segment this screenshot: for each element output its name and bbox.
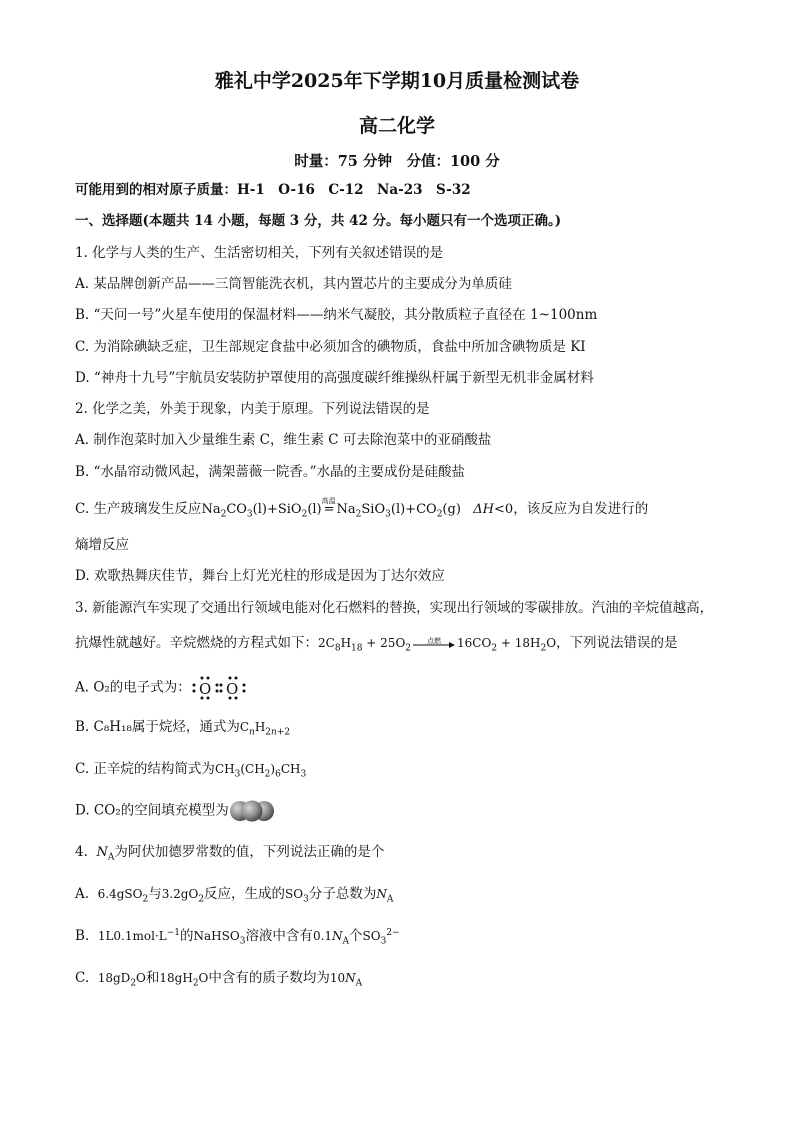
high-temp-condition: 高温 bbox=[321, 497, 336, 505]
q4-option-a-mid: 与 bbox=[148, 886, 162, 902]
q2-stem: 2. 化学之美，外美于现象，内美于原理。下列说法错误的是 bbox=[75, 401, 430, 417]
q4-option-b-label: B. bbox=[75, 928, 90, 944]
na-symbol: $N_A$ bbox=[96, 845, 115, 863]
q4-option-b-mid3: 个 bbox=[349, 928, 363, 944]
q1-option-b: B. “天问一号”火星车使用的保温材料——纳米气凝胶，其分散质粒子直径在 1~100nm bbox=[75, 307, 598, 323]
q4-option-a-label: A. bbox=[75, 886, 90, 902]
q2-option-c-line2: 熵增反应 bbox=[75, 537, 129, 553]
subject-title: 高二化学 bbox=[358, 115, 435, 137]
q4-option-a-suffix: 分子总数为 bbox=[308, 886, 377, 902]
q3-option-a bbox=[75, 676, 247, 700]
q3-option-b bbox=[75, 718, 290, 736]
q4-option-a-mid2: 反应，生成的 bbox=[204, 886, 286, 902]
q4-stem: 4. $N_A$为阿伏加德罗常数的值，下列说法正确的是个 bbox=[75, 844, 385, 863]
q4-option-c: C. $18gD_2O$和$18gH_2O$中含有的质子数均为$10N_A$ bbox=[75, 970, 363, 989]
q1-option-a: A. 某品牌创新产品——三筒智能洗衣机，其内置芯片的主要成分为单质硅 bbox=[75, 276, 512, 292]
q4-option-b-mid: 的 bbox=[180, 928, 194, 944]
q3-stem-line2 bbox=[75, 634, 678, 652]
q3-stem-line2-prefix: 抗爆性就越好。辛烷燃烧的方程式如下： bbox=[75, 635, 318, 651]
octane-combustion-equation: $2C_8H_{18} + 25O_2$ 点燃 $16CO_2 + 18H_2O$ bbox=[318, 636, 556, 650]
ignite-condition: 点燃 bbox=[427, 636, 442, 645]
q3-option-a-prefix: A. O₂的电子式为： bbox=[75, 679, 191, 696]
q3-option-b-prefix: B. C₈H₁₈属于烷烃，通式为 bbox=[75, 719, 240, 735]
svg-text:O: O bbox=[198, 680, 212, 698]
q2-option-c bbox=[75, 497, 649, 520]
q2-option-c-prefix: C. 生产玻璃发生反应 bbox=[75, 501, 202, 517]
q4-option-c-label: C. bbox=[75, 970, 90, 986]
q4-option-c-mid: 和 bbox=[145, 970, 160, 986]
arrow-icon bbox=[411, 636, 457, 652]
alkane-formula: $C_nH_{2n+2}$ bbox=[239, 720, 291, 738]
q4-option-a: A. 6.4gSO$_2$与$3.2gO_2$反应，生成的$SO_3$分子总数为$N_A$ bbox=[75, 886, 394, 905]
q1-option-c: C. 为消除碘缺乏症，卫生部规定食盐中必须加含的碘物质，食盐中所加含碘物质是 KI bbox=[75, 339, 586, 355]
svg-text:O: O bbox=[225, 680, 239, 698]
q2-option-d: D. 欢歌热舞庆佳节，舞台上灯光光柱的形成是因为丁达尔效应 bbox=[75, 568, 445, 584]
q4-option-b: B. $1L0.1mol\cdot L^{-1}$的NaHSO$_3$溶液中含有$0.1N_A$个$SO_3^{2-}$ bbox=[75, 928, 400, 947]
time-score-info: 时量：75 分钟 分值：100 分 bbox=[294, 153, 500, 170]
reaction-arrow bbox=[411, 636, 457, 652]
q3-option-c-prefix: C. 正辛烷的结构简式为 bbox=[75, 761, 215, 777]
q4-stem-suffix: 为阿伏加德罗常数的值，下列说法正确的是个 bbox=[114, 844, 385, 860]
q2-option-a: A. 制作泡菜时加入少量维生素 C，维生素 C 可去除泡菜中的亚硝酸盐 bbox=[75, 432, 492, 448]
q4-option-c-mid2: 中含有的质子数均为 bbox=[208, 970, 330, 986]
q3-stem-line1: 3. 新能源汽车实现了交通出行领域电能对化石燃料的替换，实现出行领域的零碳排放。汽油的辛烷值越高， bbox=[75, 600, 714, 616]
glass-reaction-equation: $Na_2CO_3(l)+SiO_2(l)$ 高温 = $Na_2SiO_3(l)+CO_2(g)$ ΔH<0 bbox=[201, 502, 513, 517]
co2-space-filling-model-icon bbox=[229, 800, 275, 822]
q3-option-c bbox=[75, 760, 306, 778]
atomic-masses: 可能用到的相对原子质量：H-1 O-16 C-12 Na-23 S-32 bbox=[75, 182, 471, 198]
q4-option-b-mid2: 溶液中含有 bbox=[245, 928, 313, 944]
q1-stem: 1. 化学与人类的生产、生活密切相关，下列有关叙述错误的是 bbox=[75, 245, 444, 261]
o2-electron-dot-icon bbox=[191, 676, 247, 700]
q3-stem-line2-suffix: ，下列说法错误的是 bbox=[556, 635, 678, 651]
q3-option-d bbox=[75, 800, 275, 822]
exam-title: 雅礼中学2025年下学期10月质量检测试卷 bbox=[214, 70, 580, 92]
q2-option-b: B. “水晶帘动微风起，满架蔷薇一院香。”水晶的主要成份是硅酸盐 bbox=[75, 464, 466, 480]
q3-option-d-prefix: D. CO₂的空间填充模型为 bbox=[75, 802, 229, 819]
section-heading: 一、选择题(本题共 14 小题，每题 3 分，共 42 分。每小题只有一个选项正确。) bbox=[75, 213, 562, 229]
q2-option-c-suffix: ，该反应为自发进行的 bbox=[513, 501, 649, 517]
q1-option-d: D. “神舟十九号”宇航员安装防护罩使用的高强度碳纤维操纵杆属于新型无机非金属材料 bbox=[75, 370, 594, 386]
octane-structure-formula: $CH_3(CH_2)_6CH_3$ bbox=[214, 762, 307, 780]
